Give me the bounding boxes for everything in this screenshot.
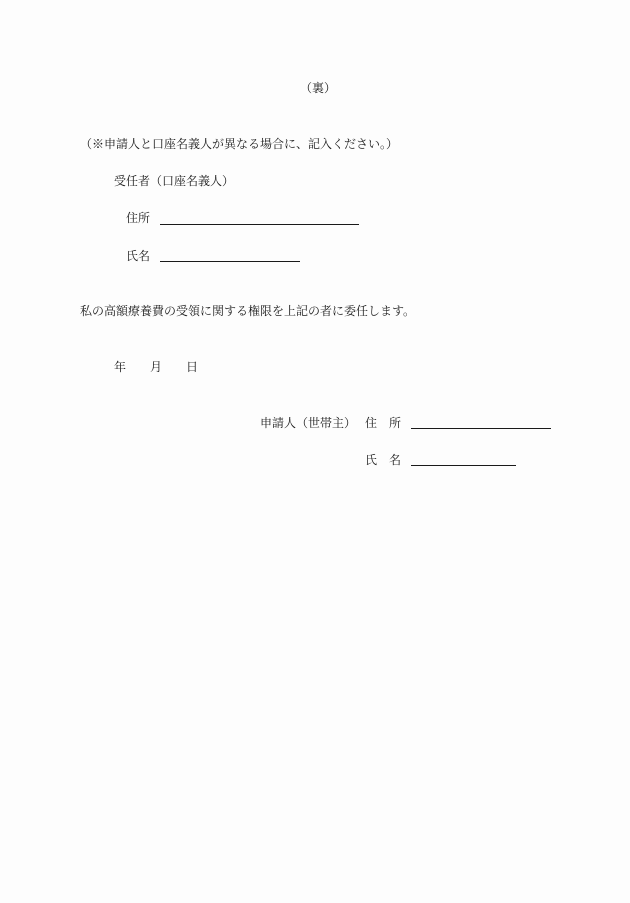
agent-name-label: 氏名 <box>126 249 151 263</box>
date-day-label: 日 <box>186 360 199 374</box>
applicant-address-label: 住 所 <box>365 416 402 430</box>
agent-address-label: 住所 <box>126 211 151 225</box>
notice-text: （※申請人と口座名義人が異なる場合に、記入ください。） <box>80 137 399 151</box>
date-year-label: 年 <box>114 360 127 374</box>
applicant-name-field[interactable] <box>411 465 516 466</box>
delegation-statement: 私の高額療養費の受領に関する権限を上記の者に委任します。 <box>80 304 416 318</box>
agent-heading: 受任者（口座名義人） <box>114 174 235 188</box>
agent-address-field[interactable] <box>160 224 359 225</box>
date-month-label: 月 <box>150 360 163 374</box>
applicant-heading: 申請人（世帯主） <box>260 416 357 430</box>
applicant-address-field[interactable] <box>411 428 551 429</box>
applicant-name-label: 氏 名 <box>365 453 402 467</box>
agent-name-field[interactable] <box>160 261 300 262</box>
page-title: （裏） <box>300 81 337 95</box>
